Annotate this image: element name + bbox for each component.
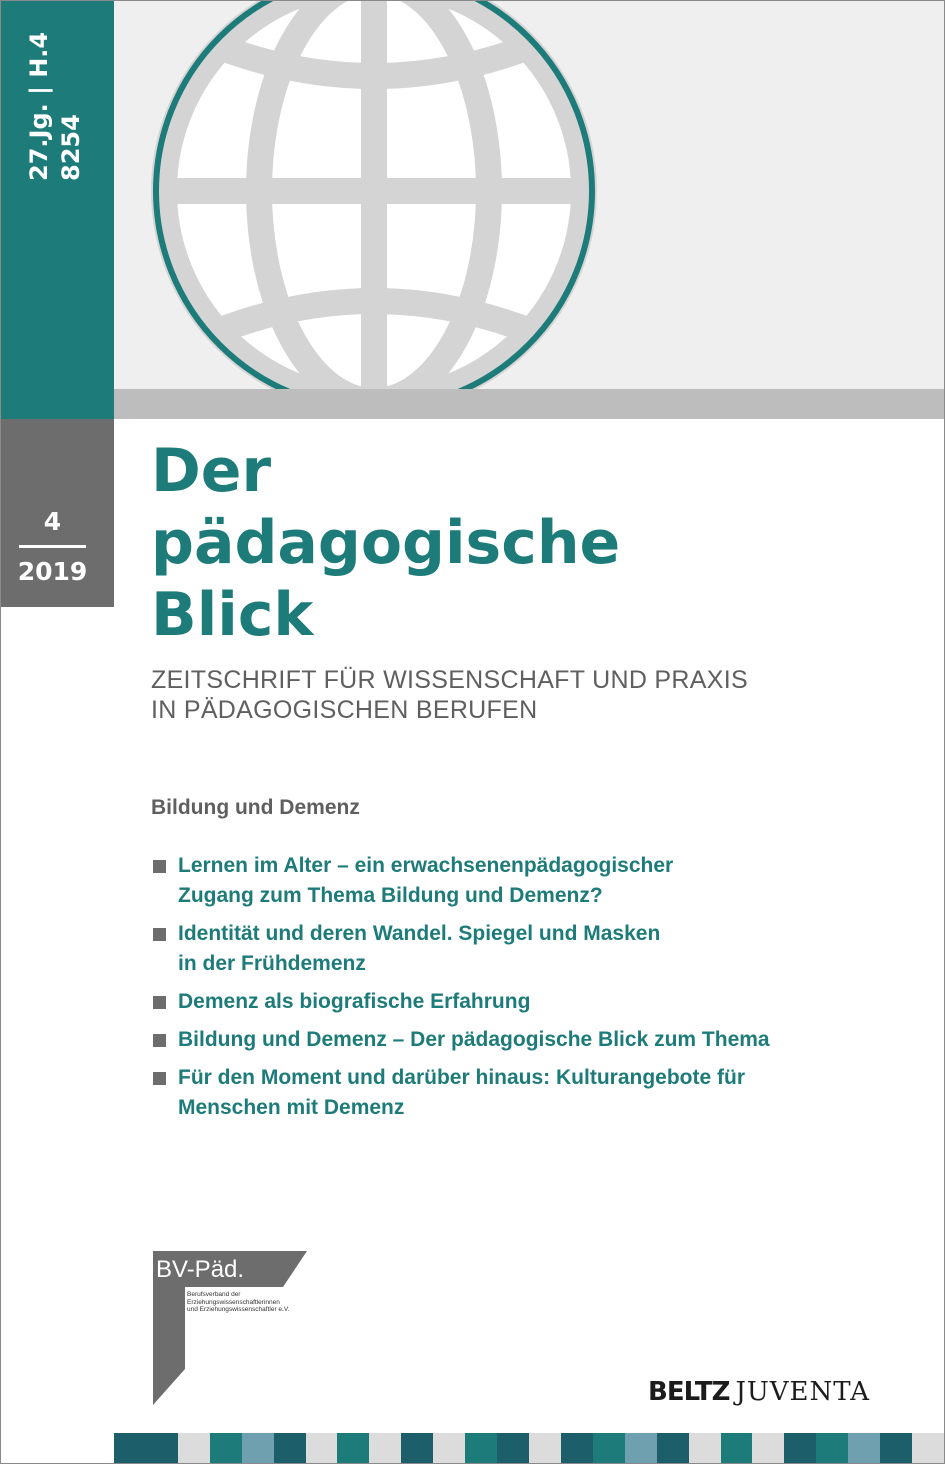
association-desc-line: Berufsverband der <box>187 1291 241 1298</box>
color-strip-segment <box>721 1433 753 1463</box>
list-item <box>153 1025 913 1055</box>
list-item <box>153 987 913 1017</box>
volume-issue-label: 27.Jg. | H.4 <box>25 31 53 181</box>
color-strip-segment <box>274 1433 306 1463</box>
color-strip-segment <box>657 1433 689 1463</box>
journal-title <box>151 435 620 651</box>
subtitle-line: ZEITSCHRIFT FÜR WISSENSCHAFT UND PRAXIS <box>151 666 748 694</box>
issue-year: 2019 <box>17 557 88 586</box>
issn-code: 8254 <box>57 114 85 181</box>
issue-divider <box>19 545 86 548</box>
title-line: pädagogische <box>151 508 621 578</box>
square-bullet-icon <box>153 928 166 941</box>
title-line: Blick <box>151 580 314 650</box>
article-line: Zugang zum Thema Bildung und Demenz? <box>178 884 603 907</box>
article-list <box>153 851 913 1131</box>
association-desc-line: und Erziehungswissenschaftler e.V. <box>187 1306 290 1313</box>
color-strip-segment <box>337 1433 369 1463</box>
article-line: Demenz als biografische Erfahrung <box>178 990 531 1013</box>
article-line: Identität und deren Wandel. Spiegel und Masken <box>178 922 661 945</box>
square-bullet-icon <box>153 1072 166 1085</box>
association-description <box>187 1291 289 1314</box>
color-strip-segment <box>529 1433 561 1463</box>
color-strip-segment <box>880 1433 912 1463</box>
publisher-name-part: JUVENTA <box>735 1377 870 1407</box>
color-strip-segment <box>816 1433 848 1463</box>
color-strip-segment <box>752 1433 784 1463</box>
list-item <box>153 851 913 911</box>
issue-theme: Bildung und Demenz <box>151 796 360 819</box>
color-strip <box>114 1433 944 1463</box>
color-strip-segment <box>178 1433 210 1463</box>
color-strip-segment <box>306 1433 338 1463</box>
color-strip-segment <box>433 1433 465 1463</box>
spine-strip <box>1 1 114 419</box>
color-strip-segment <box>848 1433 880 1463</box>
square-bullet-icon <box>153 996 166 1009</box>
color-strip-segment <box>146 1433 178 1463</box>
article-line: Für den Moment und darüber hinaus: Kulturangebote für <box>178 1066 745 1089</box>
color-strip-segment <box>114 1433 146 1463</box>
article-line: Menschen mit Demenz <box>178 1096 405 1119</box>
list-item <box>153 919 913 979</box>
color-strip-segment <box>497 1433 529 1463</box>
article-line: Bildung und Demenz – Der pädagogische Blick zum Thema <box>178 1028 770 1051</box>
globe-icon <box>114 1 944 421</box>
color-strip-segment <box>401 1433 433 1463</box>
list-item <box>153 1063 913 1123</box>
title-line: Der <box>151 436 272 506</box>
square-bullet-icon <box>153 1034 166 1047</box>
article-line: in der Frühdemenz <box>178 952 366 975</box>
color-strip-segment <box>625 1433 657 1463</box>
issue-number: 4 <box>43 507 62 536</box>
color-strip-segment <box>369 1433 401 1463</box>
color-strip-segment <box>465 1433 497 1463</box>
color-strip-segment <box>561 1433 593 1463</box>
color-strip-segment <box>242 1433 274 1463</box>
journal-subtitle <box>151 665 748 725</box>
color-strip-segment <box>593 1433 625 1463</box>
color-strip-segment <box>912 1433 944 1463</box>
color-strip-segment <box>210 1433 242 1463</box>
issue-box <box>1 419 114 607</box>
publisher-logo <box>648 1377 870 1409</box>
publisher-name-part: BELTZ <box>648 1377 730 1407</box>
square-bullet-icon <box>153 860 166 873</box>
association-name: BV-Päd. <box>156 1256 245 1283</box>
volume-info <box>23 32 87 181</box>
color-strip-segment <box>784 1433 816 1463</box>
subtitle-line: IN PÄDAGOGISCHEN BERUFEN <box>151 696 538 724</box>
color-strip-segment <box>689 1433 721 1463</box>
article-line: Lernen im Alter – ein erwachsenenpädagogischer <box>178 854 674 877</box>
association-desc-line: Erziehungswissenschaftlerinnen <box>187 1298 280 1306</box>
